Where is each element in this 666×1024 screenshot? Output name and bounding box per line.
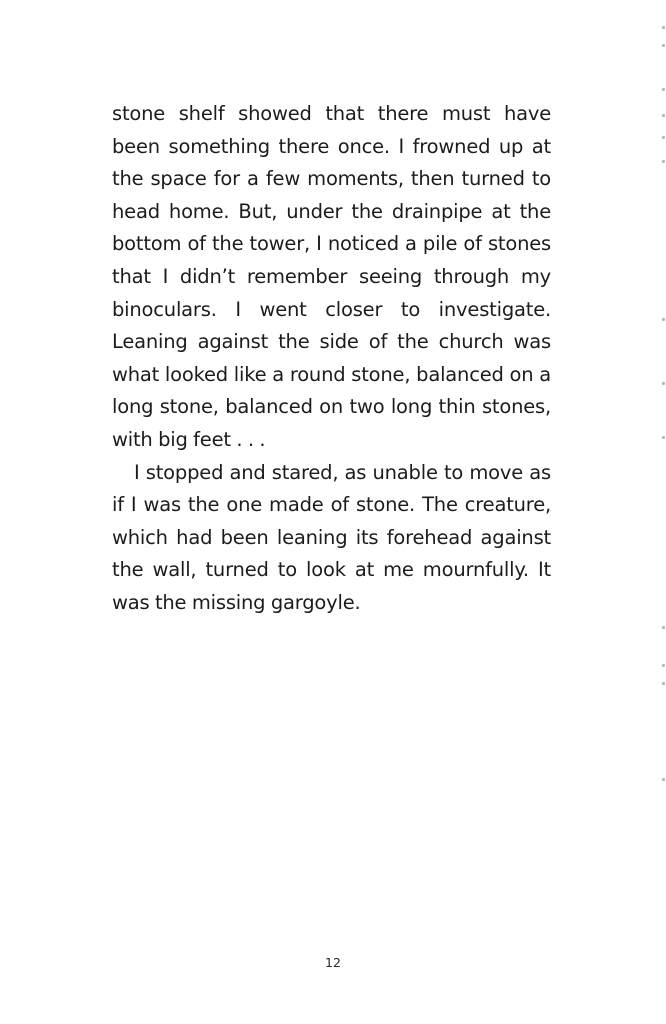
paragraph-continued: stone shelf showed that there must have been something there once. I frowned up at the space for a few moments, then turned to head home. But, under the drainpipe at the bottom of the tower, I noticed a pile of stones that I didn’t remember seeing through my binoculars. I went closer to investigate. Leaning against the side of the church was what looked like a round stone, balanced on a long stone, balanced on two long thin stones, with big feet . . .: [112, 102, 551, 451]
bleed-mark: [662, 114, 665, 117]
bleed-mark: [662, 26, 665, 29]
bleed-mark: [662, 382, 665, 385]
bleed-mark: [662, 88, 665, 91]
bleed-mark: [662, 136, 665, 139]
bleed-mark: [662, 626, 665, 629]
bleed-mark: [662, 682, 665, 685]
bleed-mark: [662, 778, 665, 781]
page-edge-bleed: [660, 0, 666, 1024]
body-text: [112, 98, 551, 620]
bleed-mark: [662, 318, 665, 321]
paragraph-gargoyle: I stopped and stared, as unable to move as if I was the one made of stone. The creature, which had been leaning its forehead against the wall, turned to look at me mournfully. It was the missing gargoyle.: [112, 460, 551, 614]
bleed-mark: [662, 44, 665, 47]
page-number: 12: [325, 955, 341, 970]
bleed-mark: [662, 436, 665, 439]
bleed-mark: [662, 664, 665, 667]
bleed-mark: [662, 160, 665, 163]
